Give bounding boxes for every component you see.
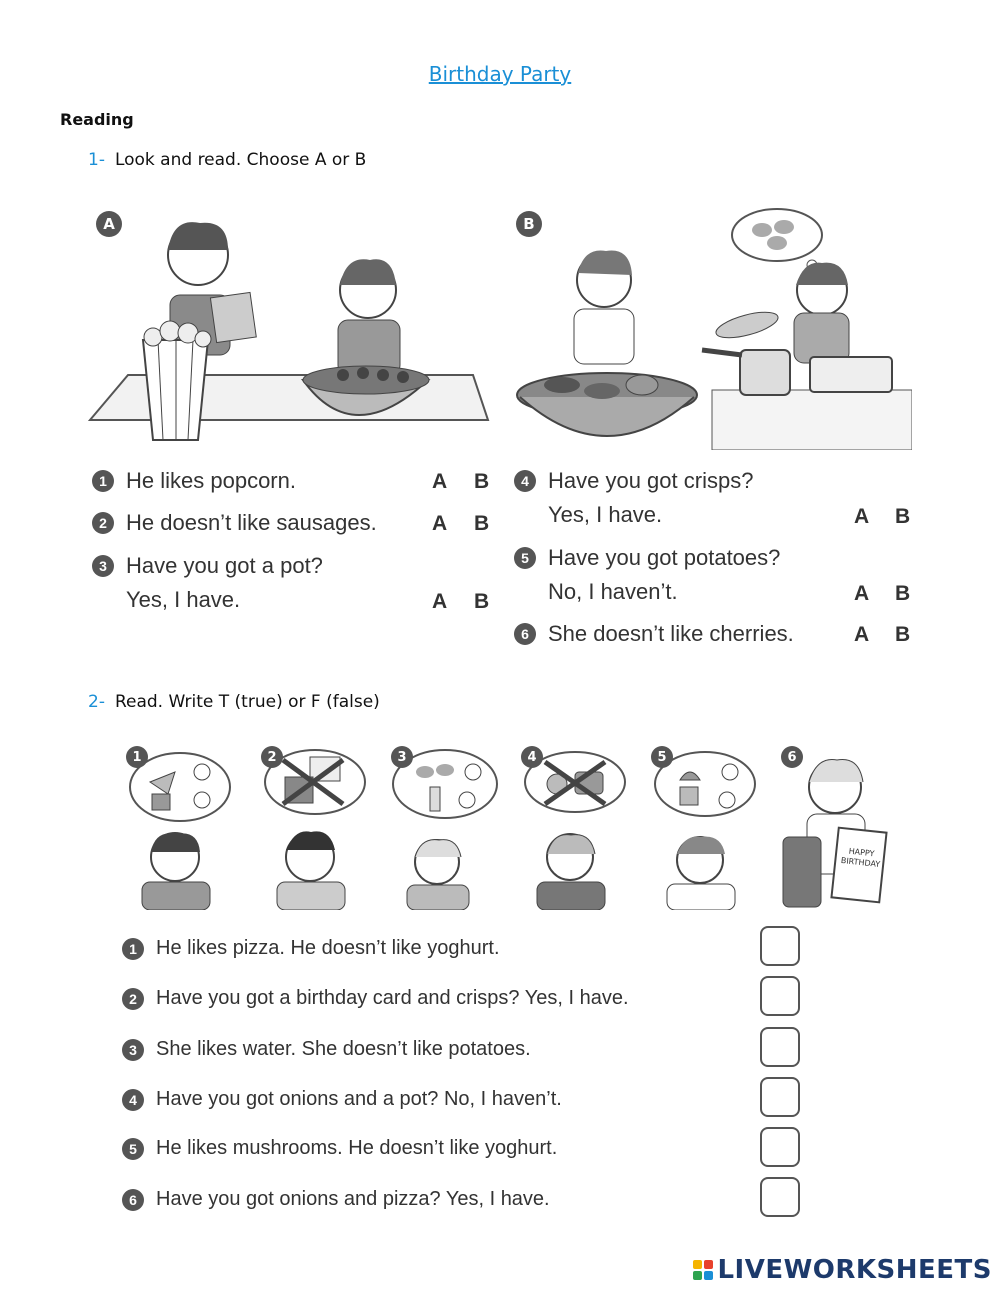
birthday-card-text: HAPPY BIRTHDAY (840, 846, 881, 870)
statement-text: He likes pizza. He doesn’t like yoghurt. (156, 936, 500, 959)
statement-4 (122, 1087, 562, 1111)
picture-6 (775, 742, 900, 910)
liveworksheets-logo-text: LIVEWORKSHEETS (717, 1255, 992, 1285)
statement-5 (122, 1136, 557, 1160)
exercise1-instruction-text: Look and read. Choose A or B (114, 150, 367, 170)
kitchen-scene-b-illustration (512, 205, 912, 450)
picture-5 (645, 742, 760, 910)
question-text: She doesn’t like cherries. (548, 621, 794, 646)
statement-3 (122, 1037, 531, 1061)
question-text: Have you got potatoes? (548, 545, 781, 570)
statement-text: He likes mushrooms. He doesn’t like yoghurt. (156, 1136, 558, 1159)
answer-box-2[interactable] (760, 976, 800, 1016)
statement-number-badge: 6 (122, 1189, 144, 1211)
q1-option-b[interactable]: B (474, 470, 490, 493)
question-number-badge: 3 (92, 555, 114, 577)
panel-b-label: B (516, 211, 542, 237)
picture-number-badge: 4 (521, 746, 543, 768)
picture-3 (385, 742, 500, 910)
question-answer-text: Yes, I have. (126, 587, 241, 612)
illustration-panel-a (88, 205, 493, 450)
statement-number-badge: 4 (122, 1089, 144, 1111)
question-text: He likes popcorn. (126, 468, 296, 493)
question-4 (514, 468, 753, 528)
exercise2-instruction-text: Read. Write T (true) or F (false) (114, 692, 380, 712)
exercise2-number: 2- (88, 692, 105, 712)
kitchen-scene-a-illustration (88, 205, 493, 450)
question-text: Have you got crisps? (548, 468, 754, 493)
picture-1 (120, 742, 235, 910)
question-answer-text: Yes, I have. (548, 502, 663, 527)
statement-number-badge: 2 (122, 988, 144, 1010)
panel-a-label: A (96, 211, 122, 237)
question-number-badge: 2 (92, 512, 114, 534)
statement-text: Have you got onions and pizza? Yes, I have. (156, 1187, 550, 1210)
answer-box-3[interactable] (760, 1027, 800, 1067)
q6-option-b[interactable]: B (895, 623, 911, 646)
picture-4 (515, 742, 630, 910)
statement-number-badge: 1 (122, 938, 144, 960)
exercise1-instruction (88, 150, 366, 170)
statement-text: She likes water. She doesn’t like potatoes. (156, 1037, 531, 1060)
question-6 (514, 621, 794, 647)
statement-number-badge: 5 (122, 1138, 144, 1160)
children-pictures-row (120, 742, 900, 910)
question-3 (92, 553, 323, 613)
picture-number-badge: 3 (391, 746, 413, 768)
question-number-badge: 4 (514, 470, 536, 492)
answer-box-6[interactable] (760, 1177, 800, 1217)
picture-number-badge: 1 (126, 746, 148, 768)
question-number-badge: 6 (514, 623, 536, 645)
section-heading: Reading (60, 110, 134, 129)
question-number-badge: 1 (92, 470, 114, 492)
exercise1-number: 1- (88, 150, 105, 170)
picture-number-badge: 5 (651, 746, 673, 768)
illustration-panel-b (512, 205, 912, 450)
q5-option-a[interactable]: A (854, 582, 870, 605)
q1-option-a[interactable]: A (432, 470, 448, 493)
q4-option-a[interactable]: A (854, 505, 870, 528)
statement-1 (122, 936, 500, 960)
question-number-badge: 5 (514, 547, 536, 569)
picture-number-badge: 6 (781, 746, 803, 768)
q6-option-a[interactable]: A (854, 623, 870, 646)
liveworksheets-logo-icon (693, 1260, 713, 1280)
picture-2 (255, 742, 370, 910)
q4-option-b[interactable]: B (895, 505, 911, 528)
question-2 (92, 510, 377, 536)
answer-box-5[interactable] (760, 1127, 800, 1167)
question-answer-text: No, I haven’t. (548, 579, 678, 604)
question-1 (92, 468, 296, 494)
question-5 (514, 545, 780, 605)
question-text: He doesn’t like sausages. (126, 510, 377, 535)
answer-box-1[interactable] (760, 926, 800, 966)
statement-text: Have you got onions and a pot? No, I haven’t. (156, 1087, 562, 1110)
question-text: Have you got a pot? (126, 553, 323, 578)
liveworksheets-logo (693, 1255, 992, 1285)
picture-number-badge: 2 (261, 746, 283, 768)
q5-option-b[interactable]: B (895, 582, 911, 605)
q2-option-a[interactable]: A (432, 512, 448, 535)
answer-box-4[interactable] (760, 1077, 800, 1117)
statement-2 (122, 986, 629, 1010)
q2-option-b[interactable]: B (474, 512, 490, 535)
statement-number-badge: 3 (122, 1039, 144, 1061)
q3-option-a[interactable]: A (432, 590, 448, 613)
statement-text: Have you got a birthday card and crisps? Yes, I have. (156, 986, 629, 1009)
exercise2-instruction (88, 692, 380, 712)
statement-6 (122, 1187, 550, 1211)
q3-option-b[interactable]: B (474, 590, 490, 613)
page-title: Birthday Party (428, 62, 572, 86)
